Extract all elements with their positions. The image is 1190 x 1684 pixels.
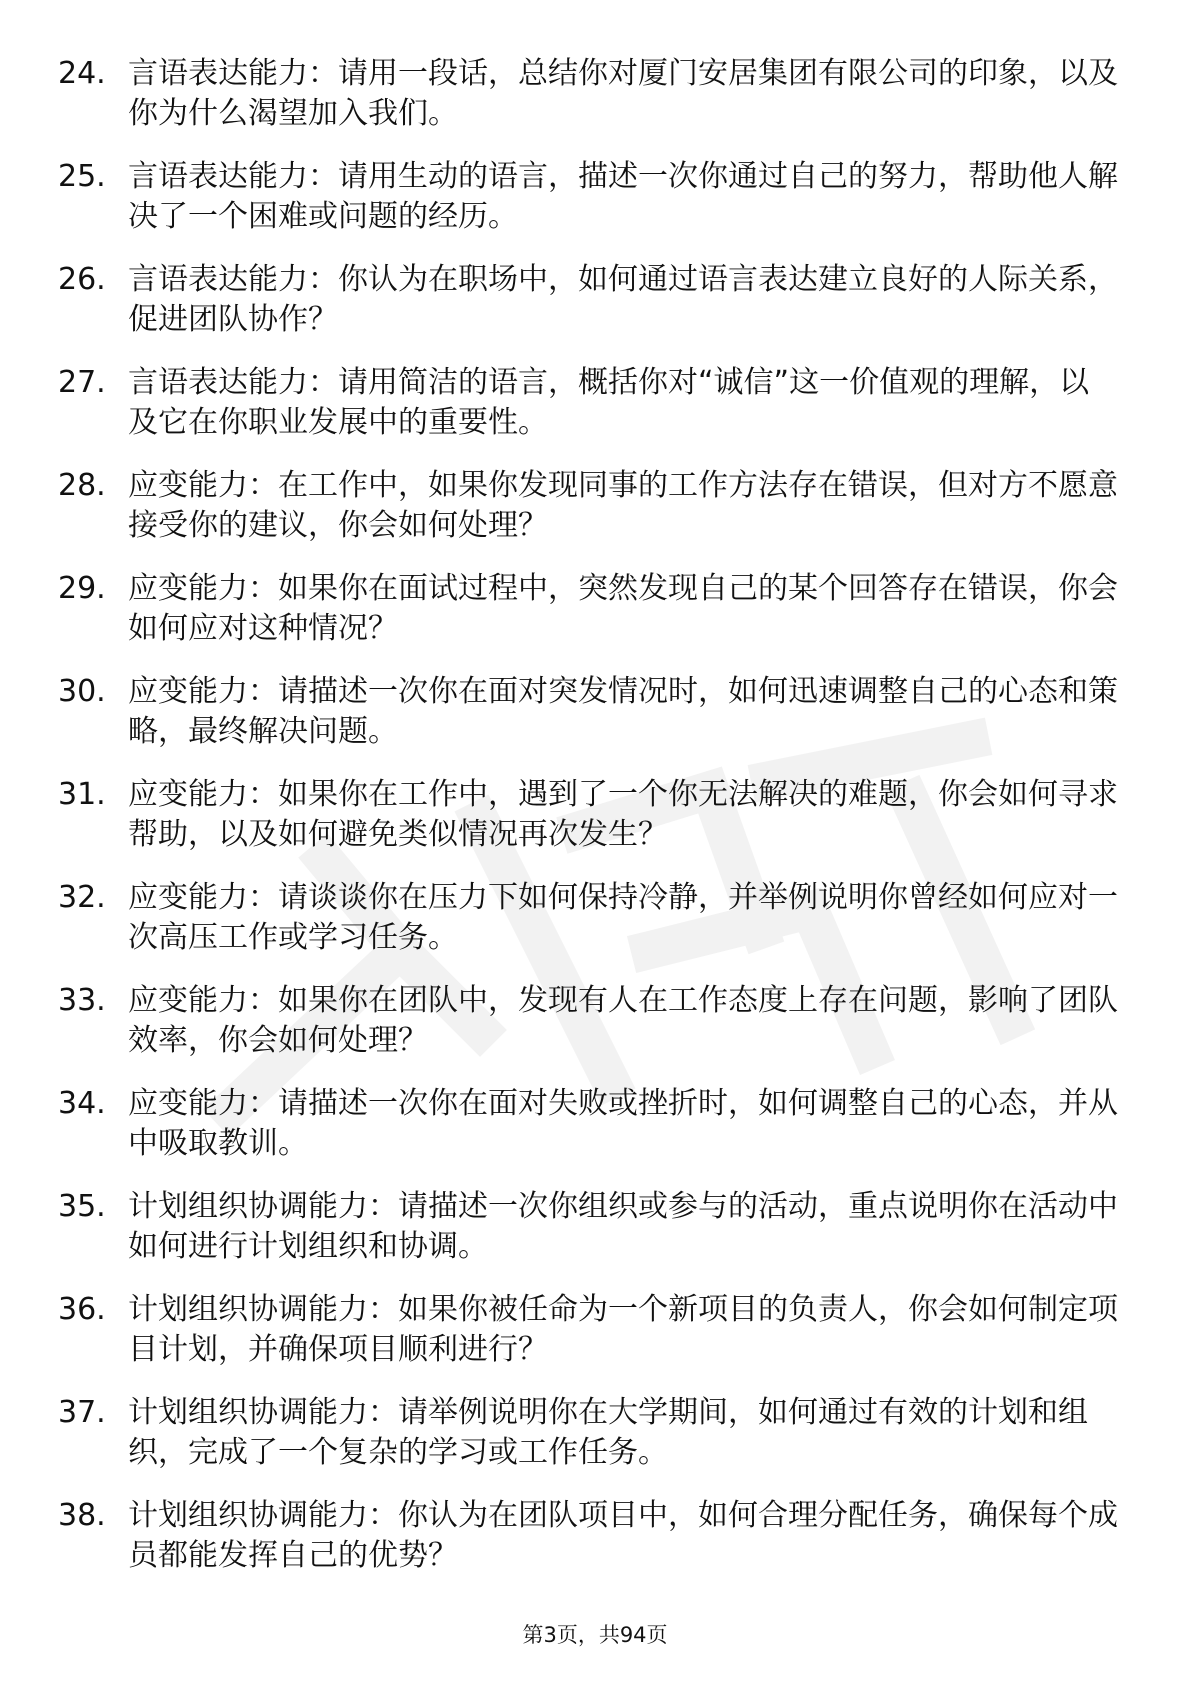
question-item-34 xyxy=(58,1084,1118,1164)
question-text: 言语表达能力：请用生动的语言，描述一次你通过自己的努力，帮助他人解决了一个困难或问题的经历。 xyxy=(128,159,1118,234)
question-text: 计划组织协调能力：请描述一次你组织或参与的活动，重点说明你在活动中如何进行计划组织和协调。 xyxy=(128,1189,1118,1264)
question-text: 计划组织协调能力：如果你被任命为一个新项目的负责人，你会如何制定项目计划，并确保项目顺利进行？ xyxy=(128,1292,1118,1367)
question-item-29 xyxy=(58,569,1118,649)
question-item-26 xyxy=(58,260,1118,340)
question-item-37 xyxy=(58,1393,1118,1473)
question-number: 37. xyxy=(58,1395,106,1430)
question-item-35 xyxy=(58,1187,1118,1267)
question-text: 应变能力：如果你在面试过程中，突然发现自己的某个回答存在错误，你会如何应对这种情况？ xyxy=(128,571,1118,646)
question-number: 28. xyxy=(58,468,106,503)
question-text: 应变能力：请谈谈你在压力下如何保持冷静，并举例说明你曾经如何应对一次高压工作或学习任务。 xyxy=(128,880,1118,955)
question-text: 应变能力：请描述一次你在面对失败或挫折时，如何调整自己的心态，并从中吸取教训。 xyxy=(128,1086,1118,1161)
question-number: 32. xyxy=(58,880,106,915)
question-text: 言语表达能力：你认为在职场中，如何通过语言表达建立良好的人际关系，促进团队协作？ xyxy=(128,262,1118,337)
question-number: 24. xyxy=(58,56,106,91)
question-number: 33. xyxy=(58,983,106,1018)
question-number: 31. xyxy=(58,777,106,812)
question-item-27 xyxy=(58,363,1118,443)
question-item-30 xyxy=(58,672,1118,752)
question-number: 34. xyxy=(58,1086,106,1121)
question-number: 35. xyxy=(58,1189,106,1224)
question-text: 应变能力：如果你在工作中，遇到了一个你无法解决的难题，你会如何寻求帮助，以及如何避免类似情况再次发生？ xyxy=(128,777,1118,852)
question-text: 计划组织协调能力：你认为在团队项目中，如何合理分配任务，确保每个成员都能发挥自己的优势？ xyxy=(128,1498,1118,1573)
question-item-28 xyxy=(58,466,1118,546)
question-item-24 xyxy=(58,54,1118,134)
question-item-31 xyxy=(58,775,1118,855)
question-text: 计划组织协调能力：请举例说明你在大学期间，如何通过有效的计划和组织，完成了一个复杂的学习或工作任务。 xyxy=(128,1395,1088,1470)
page-number-footer: 第3页，共94页 xyxy=(522,1623,668,1647)
question-text: 应变能力：如果你在团队中，发现有人在工作态度上存在问题，影响了团队效率，你会如何处理？ xyxy=(128,983,1118,1058)
question-text: 应变能力：请描述一次你在面对突发情况时，如何迅速调整自己的心态和策略，最终解决问题。 xyxy=(128,674,1118,749)
question-number: 36. xyxy=(58,1292,106,1327)
question-item-32 xyxy=(58,878,1118,958)
question-number: 25. xyxy=(58,159,106,194)
question-text: 言语表达能力：请用一段话，总结你对厦门安居集团有限公司的印象，以及你为什么渴望加入我们。 xyxy=(128,56,1118,131)
question-number: 30. xyxy=(58,674,106,709)
question-number: 29. xyxy=(58,571,106,606)
question-number: 38. xyxy=(58,1498,106,1533)
question-text: 言语表达能力：请用简洁的语言，概括你对“诚信”这一价值观的理解，以及它在你职业发展中的重要性。 xyxy=(128,365,1090,440)
question-item-33 xyxy=(58,981,1118,1061)
question-item-38 xyxy=(58,1496,1118,1576)
question-text: 应变能力：在工作中，如果你发现同事的工作方法存在错误，但对方不愿意接受你的建议，你会如何处理？ xyxy=(128,468,1118,543)
question-list xyxy=(58,54,1118,1599)
question-number: 26. xyxy=(58,262,106,297)
question-item-36 xyxy=(58,1290,1118,1370)
question-number: 27. xyxy=(58,365,106,400)
question-item-25 xyxy=(58,157,1118,237)
